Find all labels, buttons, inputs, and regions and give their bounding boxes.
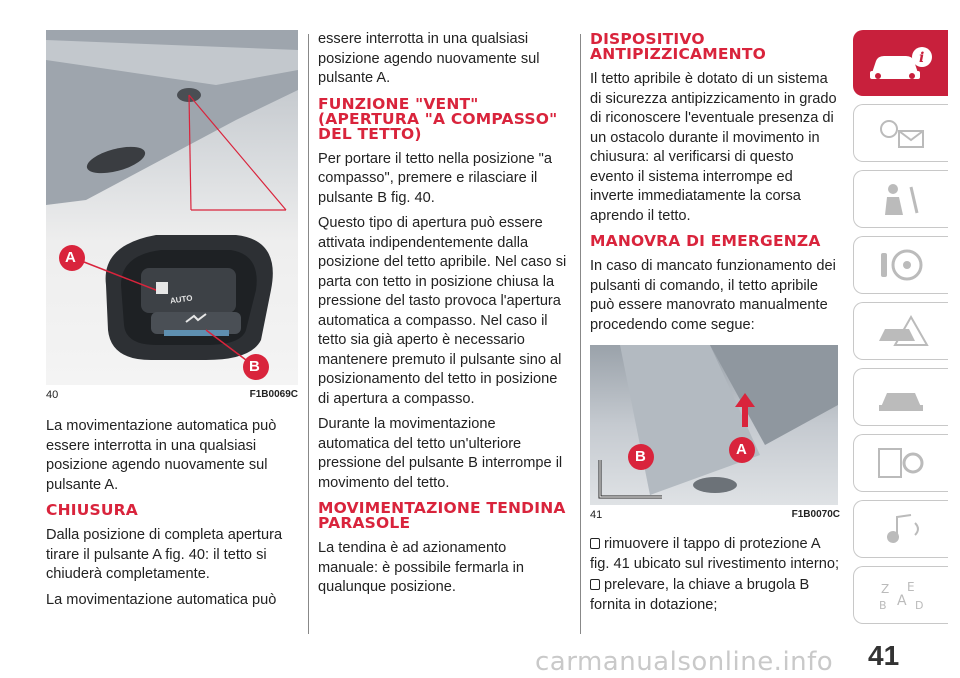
tab-emergency[interactable] — [853, 302, 948, 360]
figure-40-number: 40 — [46, 389, 59, 401]
heading-chiusura: CHIUSURA — [46, 501, 138, 519]
heading-manovra-emergenza: MANOVRA DI EMERGENZA — [590, 232, 821, 250]
figure-40-illustration — [46, 30, 298, 385]
column-3 — [590, 30, 840, 621]
figure-41-code: F1B0070C — [791, 509, 840, 520]
paragraph: La movimentazione automatica può — [46, 591, 277, 608]
tab-multimedia[interactable] — [853, 500, 948, 558]
paragraph: Per portare il tetto nella posizione "a compasso", premere e rilasciare il pulsante B fig. 40. — [318, 150, 552, 206]
car-info-icon — [866, 43, 936, 83]
svg-text:i: i — [919, 50, 925, 66]
page-number: 41 — [868, 640, 900, 671]
multimedia-icon — [871, 509, 931, 549]
tab-technical-data[interactable] — [853, 434, 948, 492]
paragraph: Questo tipo di apertura può essere attivata indipendentemente dalla posizione del tetto apribile. Nel caso si parta con tetto in posizione chiusa la pressione del tasto provoca l'apertura automatica a compasso. Nel caso il tetto sia già aperto è necessario mantenere premuto il pulsante sino al posizionamento del tetto in posizione di apertura a compasso. — [318, 215, 567, 407]
figure-41-label-a: A — [736, 441, 747, 458]
paragraph: Il tetto apribile è dotato di un sistema di sicurezza antipizzicamento in grado di riconoscere l'eventuale presenza di un ostacolo durante il movimento in chiusura: al verificarsi di questo evento il sistema interrompe ed inverte immediatamente la corsa aprendo il tetto. — [590, 71, 837, 224]
heading-dispositivo-antipizzicamento: DISPOSITIVO ANTIPIZZICAMENTO — [590, 30, 766, 63]
tab-car-info[interactable] — [853, 30, 948, 96]
paragraph: La tendina è ad azionamento manuale: è possibile fermarla in qualunque posizione. — [318, 540, 525, 595]
figure-40-caption — [46, 389, 298, 401]
column-divider — [308, 34, 309, 634]
tab-warning-lights[interactable] — [853, 104, 948, 162]
index-icon — [871, 575, 931, 615]
chapter-tabs — [853, 30, 948, 632]
svg-text:A: A — [897, 593, 907, 609]
figure-41-label-b: B — [635, 448, 646, 465]
paragraph: essere interrotta in una qualsiasi posizione agendo nuovamente sul pulsante A. — [318, 31, 540, 86]
svg-text:B: B — [879, 599, 887, 612]
warning-lights-icon — [871, 113, 931, 153]
tab-index[interactable] — [853, 566, 948, 624]
list-item — [590, 535, 840, 574]
tab-safety[interactable] — [853, 170, 948, 228]
figure-41 — [590, 345, 838, 505]
maintenance-icon — [871, 377, 931, 417]
tab-steering[interactable] — [853, 236, 948, 294]
svg-text:E: E — [907, 580, 915, 594]
list-item — [590, 576, 840, 615]
steering-wheel-icon — [871, 245, 931, 285]
figure-41-number: 41 — [590, 509, 603, 521]
figure-40-label-a: A — [65, 249, 76, 266]
paragraph: In caso di mancato funzionamento dei pulsanti di comando, il tetto apribile può essere manovrato manualmente procedendo come segue: — [590, 258, 836, 333]
svg-text:Z: Z — [881, 582, 890, 596]
figure-41-caption — [590, 509, 840, 521]
figure-40-auto-label: AUTO — [169, 293, 194, 306]
column-divider — [580, 34, 581, 634]
heading-movimentazione-tendina: MOVIMENTAZIONE TENDINA PARASOLE — [318, 499, 566, 532]
paragraph: Durante la movimentazione automatica del tetto un'ulteriore pressione del pulsante B interrompe il movimento del tetto. — [318, 416, 563, 491]
figure-40-code: F1B0069C — [249, 389, 298, 400]
checkbox-icon — [590, 538, 600, 549]
paragraph: La movimentazione automatica può essere interrotta in una qualsiasi posizione agendo nuovamente sul pulsante A. — [46, 418, 277, 493]
column-2 — [318, 30, 568, 604]
paragraph: Dalla posizione di completa apertura tirare il pulsante A fig. 40: il tetto si chiuderà completamente. — [46, 527, 283, 582]
figure-40 — [46, 30, 298, 385]
checkbox-icon — [590, 579, 600, 590]
figure-40-label-b: B — [249, 358, 260, 375]
emergency-icon — [871, 311, 931, 351]
column-1 — [46, 30, 298, 616]
tab-maintenance[interactable] — [853, 368, 948, 426]
svg-text:D: D — [915, 599, 924, 612]
step-2-text: prelevare, la chiave a brugola B fornita in dotazione; — [590, 577, 810, 613]
watermark: carmanualsonline.info — [535, 647, 834, 677]
step-1-text: rimuovere il tappo di protezione A fig. 41 ubicato sul rivestimento interno; — [590, 536, 840, 572]
heading-funzione-vent: FUNZIONE "VENT" (APERTURA "A COMPASSO" DEL TETTO) — [318, 94, 558, 143]
safety-icon — [871, 179, 931, 219]
technical-data-icon — [871, 443, 931, 483]
figure-41-illustration — [590, 345, 838, 505]
